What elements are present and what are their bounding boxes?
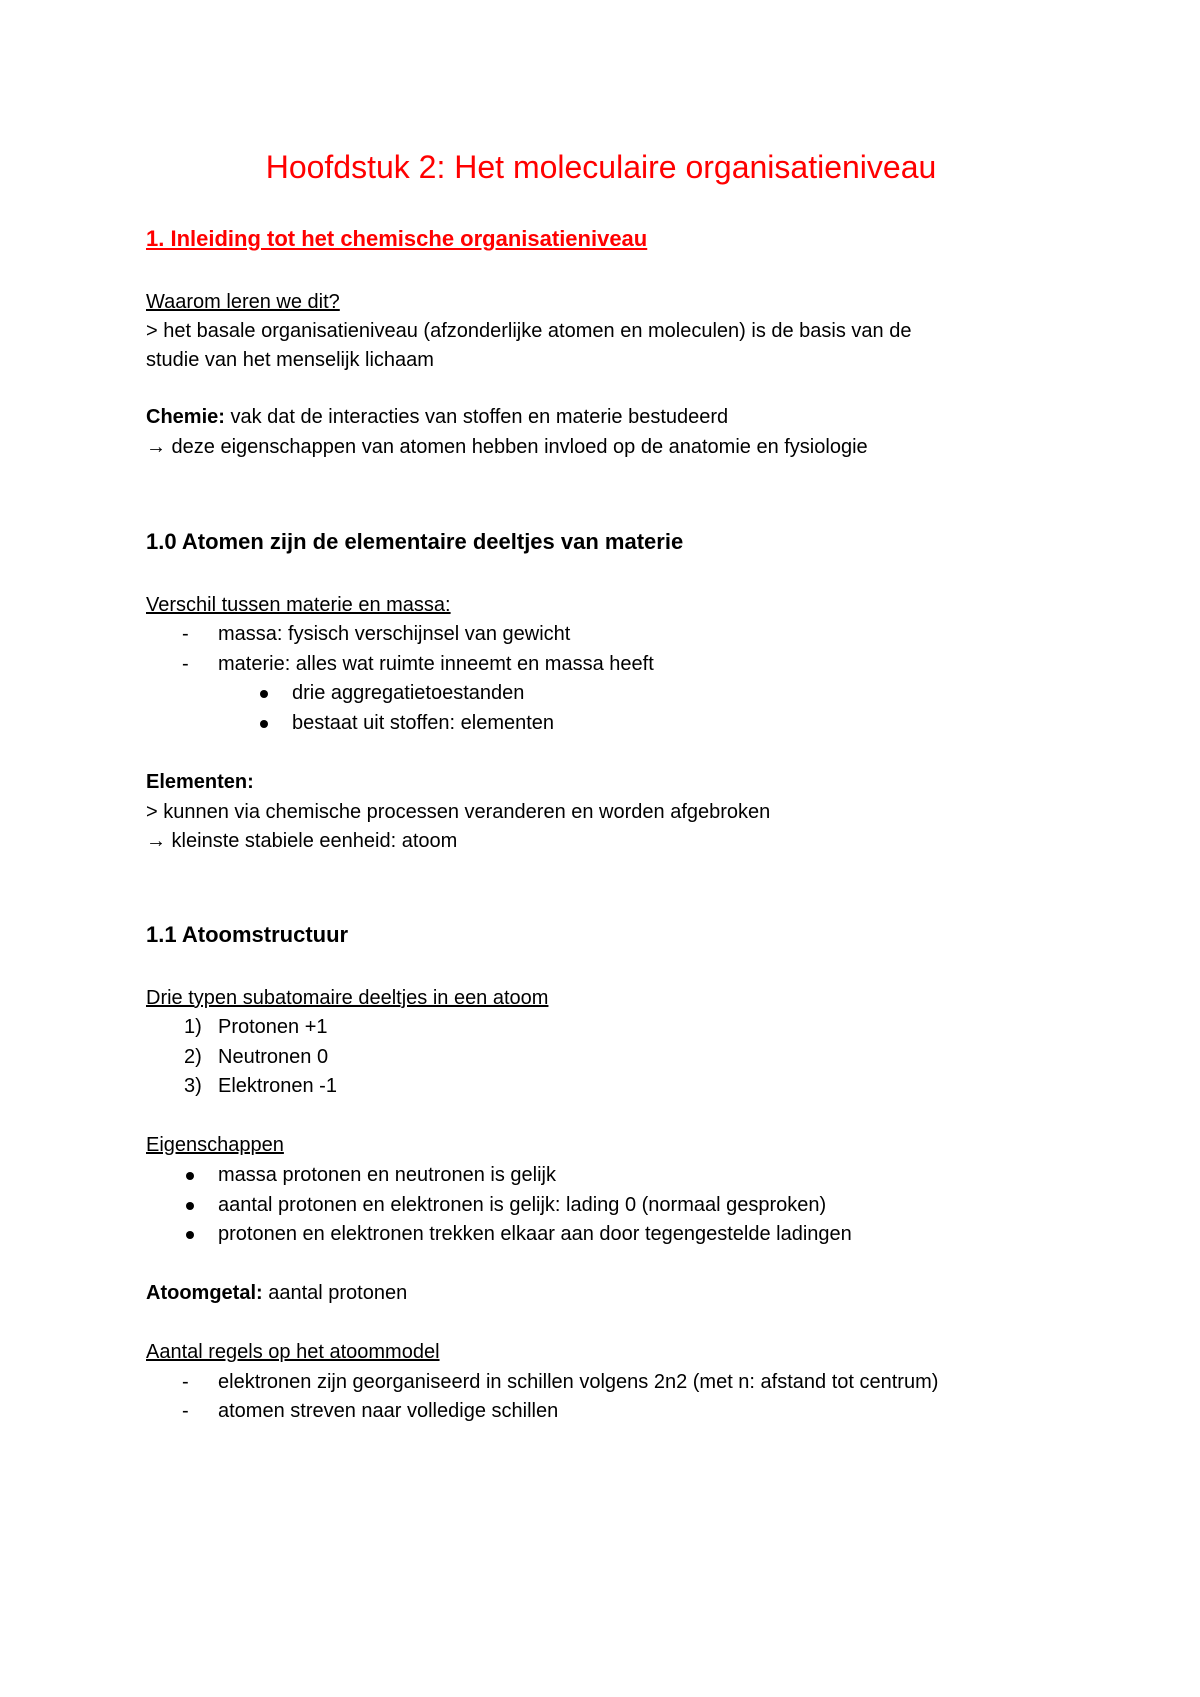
atoomgetal-definition — [146, 1281, 407, 1305]
list-number: 2) — [184, 1046, 202, 1068]
question-text: Waarom leren we dit? — [146, 291, 340, 313]
list-item: drie aggregatietoestanden — [292, 682, 525, 704]
dash-marker: - — [182, 1371, 189, 1393]
atoomgetal-def: aantal protonen — [262, 1282, 408, 1304]
list-item: materie: alles wat ruimte inneemt en massa heeft — [218, 653, 654, 675]
elementen-line-2: → kleinste stabiele eenheid: atoom — [146, 830, 458, 852]
list-item: bestaat uit stoffen: elementen — [292, 712, 555, 734]
list-item: elektronen zijn georganiseerd in schillen volgens 2n2 (met n: afstand tot centrum) — [218, 1371, 939, 1393]
list-number: 3) — [184, 1075, 202, 1097]
list-item: Elektronen -1 — [218, 1075, 337, 1097]
answer-line-2: studie van het menselijk lichaam — [146, 349, 434, 371]
answer-line-1: > het basale organisatieniveau (afzonderlijke atomen en moleculen) is de basis van de — [146, 320, 912, 342]
section-heading-atoomstructuur: 1.1 Atoomstructuur — [146, 922, 349, 947]
eigenschappen-heading: Eigenschappen — [146, 1134, 284, 1156]
section-heading-inleiding: 1. Inleiding tot het chemische organisatieniveau — [146, 226, 648, 251]
chemie-def: vak dat de interacties van stoffen en materie bestudeerd — [224, 406, 729, 428]
atoomgetal-term: Atoomgetal: — [146, 1282, 263, 1304]
list-item: massa: fysisch verschijnsel van gewicht — [218, 623, 571, 645]
verschil-subheading: Verschil tussen materie en massa: — [146, 594, 451, 616]
dash-marker: - — [182, 1400, 189, 1422]
chemie-arrow-line: → deze eigenschappen van atomen hebben invloed op de anatomie en fysiologie — [146, 436, 868, 458]
list-item: atomen streven naar volledige schillen — [218, 1400, 559, 1422]
bullet-icon — [186, 1202, 194, 1210]
list-item: Protonen +1 — [218, 1016, 328, 1038]
subatomair-subheading: Drie typen subatomaire deeltjes in een atoom — [146, 987, 549, 1009]
list-item: aantal protonen en elektronen is gelijk: lading 0 (normaal gesproken) — [218, 1194, 827, 1216]
chemie-definition — [146, 405, 728, 429]
list-number: 1) — [184, 1016, 202, 1038]
list-item: protonen en elektronen trekken elkaar aan door tegengestelde ladingen — [218, 1223, 852, 1245]
regels-heading: Aantal regels op het atoommodel — [146, 1341, 440, 1363]
dash-marker: - — [182, 623, 189, 645]
list-item: massa protonen en neutronen is gelijk — [218, 1164, 556, 1186]
chemie-term: Chemie: — [146, 406, 225, 428]
dash-marker: - — [182, 653, 189, 675]
section-heading-atomen: 1.0 Atomen zijn de elementaire deeltjes van materie — [146, 529, 684, 554]
bullet-icon — [186, 1231, 194, 1239]
elementen-term: Elementen: — [146, 771, 254, 793]
bullet-icon — [186, 1172, 194, 1180]
document-title: Hoofdstuk 2: Het moleculaire organisatieniveau — [265, 149, 937, 185]
bullet-icon — [260, 720, 268, 728]
list-item: Neutronen 0 — [218, 1046, 329, 1068]
bullet-icon — [260, 690, 268, 698]
elementen-line-1: > kunnen via chemische processen veranderen en worden afgebroken — [146, 801, 771, 823]
